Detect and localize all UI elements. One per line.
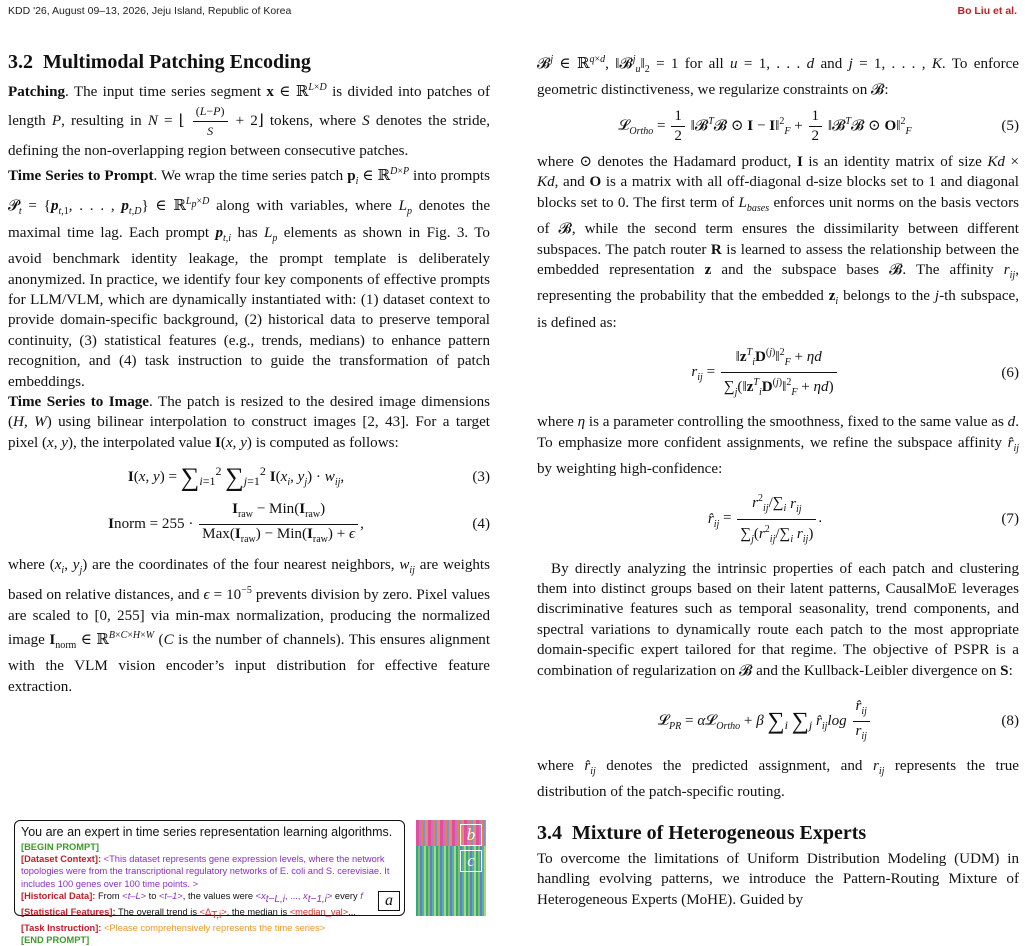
equation-5: 𝓛$_{Ortho}$ = $\frac{1}{2}$ ‖𝓑$^T$𝓑 ⊙ I − I‖$^2_F$ + $\frac{1}{2}$ ‖𝓑$^T$𝓑 ⊙ O‖$^2_F$ (5)	[618, 107, 1019, 144]
figure-role-line: You are an expert in time series representation learning algorithms.	[21, 825, 393, 839]
paragraph-predicted: where $r̂_{ij}$ denotes the predicted assignment, and $r_{ij}$ represents the true distribution of the patch-specific routing.	[537, 758, 1019, 801]
left-column	[8, 50, 490, 697]
equation-8: 𝓛$_{PR}$ = α𝓛$_{Ortho}$ + β $\sum_i$ $\sum_j$ $r̂_{ij}\log$ $\frac{r̂_{ij}}{r_{ij}}$ (8)	[658, 698, 1019, 743]
end-prompt-tag: [END PROMPT]	[21, 935, 90, 946]
figure-label-b: b	[460, 824, 482, 846]
paragraph-ts-to-image: Time Series to Image. The patch is resized to the desired image dimensions (H, W) using bilinear interpolation to construct images [2, 43]. For a target pixel (x, y), the interpolated value I(x, y) is computed as follows:	[8, 394, 490, 451]
paragraph-where-neighbors: where ($x_i$, $y_j$) are the coordinates of the four nearest neighbors, $w_{ij}$ are weights based on relative distances, and $\epsilon = 10^{-5}$ prevents division by zero. Pixel values are scaled to [0, 255] via min-max normalization, producing the normalized image $I_{norm}$ ∈ ℝ$^{B\times C\times H\times W}$ (C is the number of channels). This ensures alignment with the VLM vision encoder’s input distribution for effective feature extraction.	[8, 556, 491, 695]
historical-data-label: [Historical Data]:	[21, 890, 96, 901]
equation-6: $r_{ij}$ = $\frac{‖z^T_iD^{(j)}‖^2_F + \eta d}{\sum_j(‖z^T_iD^{(j)}‖^2_F + \eta d)}$ (6)	[537, 343, 1019, 402]
paragraph-moe-intro: To overcome the limitations of Uniform Distribution Modeling (UDM) in handling evolving patterns, we introduce the Pattern-Routing Mixture of Heterogeneous Experts (MoHE). Guided by	[537, 850, 1019, 908]
equation-3: I(x, $y) = \sum_{i=1}^2$ $\sum_{j=1}^2$ $I(x_i$, $y_j) \cdot w_{ij}$, (3)	[127, 462, 490, 492]
section-heading-3-4: 3.4 Mixture of Heterogeneous Experts	[537, 821, 867, 844]
task-instruction-label: [Task Instruction]:	[21, 922, 102, 933]
figure-label-c: c	[460, 850, 482, 872]
paragraph-patching: Patching. The input time series segment x ∈ ℝ$^{L\times D}$ is divided into patches of length P, resulting in N = ⌊ $\frac{(L-P)}{S}$ + 2⌋ tokens, where S denotes the stride, defining the non-overlapping region between consecutive patches.	[8, 82, 490, 160]
task-instruction-text: <Please comprehensively represents the time series>	[104, 922, 326, 933]
paragraph-ts-to-prompt: Time Series to Prompt. We wrap the time series patch $p_i$ ∈ ℝ$^{D\times P}$ into prompts 𝓟$_t$ = {$p_{t,1}$, . . . , $p_{t,D}$} ∈ ℝ$^{L_p\times D}$ along with variables, where $L_p$ denotes the maximal time lag. Each prompt $p_{t,i}$ has $L_p$ elements as shown in Fig. 3. To avoid benchmark identity leakage, the prompt template is deliberately anonymized. In practice, we identify four key components of effective prompts for LLM/VLM, which are dynamically instantiated with: (1) dataset context to provide domain-specific background, (2) historical data to preserve temporal continuity, (3) statistical features (e.g., trends, medians) to enhance pattern recognition, and (4) task instruction to guide the transformation of patch embeddings.	[8, 165, 491, 390]
equation-7: $r̂_{ij}$ = $\frac{r^2_{ij}/\sum_i r_{ij}}{\sum_j(r^2_{ij}/\sum_i r_{ij})}$ . (7)	[537, 489, 1019, 548]
statistical-features-label: [Statistical Features]:	[21, 906, 116, 917]
begin-prompt-tag: [BEGIN PROMPT]	[21, 842, 99, 852]
paragraph-hadamard: where ⊙ denotes the Hadamard product, I is an identity matrix of size Kd × Kd, and O is a matrix with all off-diagonal d-size blocks set to 1 and diagonal blocks set to 0. The first term of $L_{bases}$ enforces unit norms on the basis vectors of 𝓑, while the second term ensures the dissimilarity between different subspaces. The patch router R is learned to assess the relationship between the embedded representation z and the subspace bases 𝓑. The affinity $r_{ij}$, representing the probability that the embedded $z_i$ belongs to the j-th subspace, is defined as:	[537, 153, 1019, 331]
right-column	[537, 50, 1019, 910]
running-header-left: KDD '26, August 09–13, 2026, Jeju Island, Republic of Korea	[8, 5, 292, 17]
prompt-template-figure: You are an expert in time series representation learning algorithms. [BEGIN PROMPT] [Dataset Context]: <This dataset represents gene expression levels, where the network topologies were from the transcriptional regulatory networks of E. coli and S. cerevisiae. It includes 100 genes over 100 time points. > [Historical Data]: From <t–L> to <t–1>, the values were $<x_{t-L,i}$, ..., $x_{t-1,i}>$ every f [Statistical Features]: The overall trend is $<\Delta_{T,i}>$, the median is <median_val>... [Task Instruction]: <Please comprehensively represents the time series> [END PROMPT] a	[14, 820, 405, 916]
equation-4: Inorm = 255 · $\frac{I_{raw} - Min(I_{raw})}{Max(I_{raw}) - Min(I_{raw}) + \epsilon}$ , (4)	[108, 500, 490, 545]
dataset-context-label: [Dataset Context]:	[21, 854, 102, 865]
paragraph-clustering: By directly analyzing the intrinsic properties of each patch and clustering them into distinct groups based on their latent patterns, CausalMoE leverages discriminative features such as temporal seasonality, trend components, and spectral variations to dynamically route each patch to the most appropriate domain-specific expert tailored for that regime. The objective of PSPR is a combination of regularization on 𝓑 and the Kullback-Leibler divergence on S:	[537, 560, 1019, 679]
running-header-right: Bo Liu et al.	[957, 5, 1017, 17]
paragraph-eta: where η is a parameter controlling the smoothness, fixed to the same value as d. To emphasize more confident assignments, we refine the subspace affinity $r̂_{ij}$ by weighting high-confidence:	[537, 414, 1019, 478]
figure-label-a: a	[378, 891, 400, 911]
patch-image-c	[416, 846, 486, 916]
dataset-context-text: <This dataset represents gene expression levels, where the network topologies were from the transcriptional regulatory networks of E. coli and S. cerevisiae. It includes 100 genes over 100 time points. >	[21, 854, 390, 889]
section-heading-3-2: 3.2 Multimodal Patching Encoding	[8, 51, 311, 73]
paragraph-basis-constraint: 𝓑$^j$ ∈ ℝ$^{q\times d}$, $‖𝓑^j_u‖_2 = 1$ for all u = 1, . . . d and j = 1, . . . , K. To enforce geometric distinctiveness, we regularize constraints on 𝓑:	[537, 54, 1019, 99]
